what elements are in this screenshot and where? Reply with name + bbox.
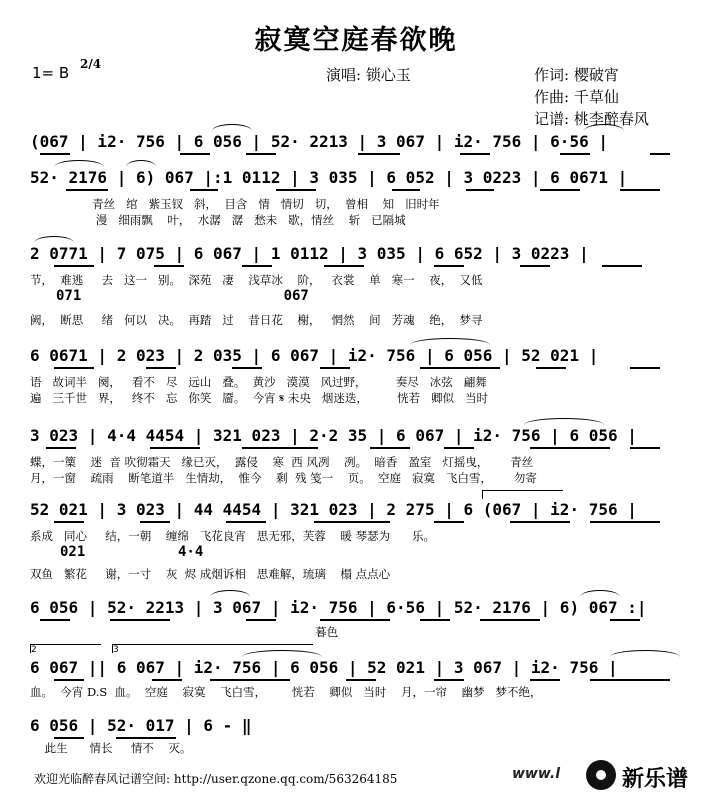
watermark: www.l [512,766,561,782]
site-logo [582,756,712,798]
lyric-line-1: 节， 难逃 去 这一 别。 深苑 凄 浅草冰 阶， 衣裳 单 寒一 夜， 又低 [30,273,483,287]
lyric-line-1: 蝶，一篥 迷 音 吹彻霜天 缘已灭， 露侵 寒 西 风冽 冽。 暗香 盈室 灯摇曳， 青丝 [30,455,534,469]
lyric-line-1: 青丝 绾 紫玉钗 斜， 目含 情 情切 切， 曾相 知 旧时年 [30,197,440,211]
song-title: 寂寞空庭春欲晚 [254,25,458,56]
score-row [30,166,682,230]
notation-line: 52 021 | 3 023 | 44 4454 | 321 023 | 2 275 | 6 (067 | i2· 756 | [30,500,637,519]
disc-icon [586,760,616,790]
alternate-notes: 021 4·4 [60,544,204,560]
lyric-line-2: 阙， 断思 绪 何以 决。 再踏 过 昔日花 榭， 惘然 间 芳魂 绝， 梦寻 [30,313,483,327]
composer-credit: 作曲: 千草仙 [534,88,619,106]
notation-line: 2 0771 | 7 075 | 6 067 | 1 0112 | 3 035 | 6 652 | 3 0223 | [30,244,589,263]
lyricist-credit: 作词: 樱破宵 [534,66,619,84]
site-name: 新乐谱 [622,767,689,792]
notation-line: (067 | i2· 756 | 6 056 | 52· 2213 | 3 067 | i2· 756 | 6·56 | [30,132,608,151]
notation-line: 3 023 | 4·4 4454 | 321 023 | 2·2 35 | 6 067 | i2· 756 | 6 056 | [30,426,637,445]
notation-line: 6 067 || 6 067 | i2· 756 | 6 056 | 52 021 | 3 067 | i2· 756 | [30,658,618,677]
score-row [30,714,682,758]
notation-line: 6 0671 | 2 023 | 2 035 | 6 067 | i2· 756 | 6 056 | 52 021 | [30,346,599,365]
singer-credit: 演唱: 锁心玉 [326,66,411,84]
score-row [30,596,682,646]
lyric-line-1: 暮色 [30,625,339,639]
time-signature: 2/4 [80,57,102,71]
lyric-line-2: 漫 细雨飘 叶， 水潺 潺 愁未 歇，情丝 斩 已隔城 [30,213,406,227]
score-row [30,130,682,160]
lyric-line-1: 语 故词半 阕， 看不 尽 远山 叠。 黄沙 漠漠 风过野， 奏尽 冰弦 翩舞 [30,375,487,389]
key-signature: 1= B [32,64,70,82]
lyric-line-1: 系成 同心 结，一朝 缠绵 飞花良宵 思无邪，芙蓉 暖 琴瑟为 乐。 [30,529,436,543]
lyric-line-2: 双鱼 繁花 谢，一寸 灰 烬 成烟诉相 思难解，琉璃 榻 点点心 [30,567,391,581]
score-row [30,498,682,588]
score-row [30,424,682,488]
score-row [30,344,682,408]
score-row: 2 3 6 067 || 6 067 | i2· 756 | 6 056 | 52 021 | 3 067 | i2· 756 | 血。 今宵 D.S 血。 空庭 寂寞 飞白雪， 恍若 卿似 当时 月，一帘 幽梦 梦不绝， [30,656,682,706]
lyric-line-2: 遍 三千世 界， 终不 忘 你笑 靥。 今宵 𝄋 未央 烟迷迭， 恍若 卿似 当时 [30,391,489,405]
score-row [30,242,682,332]
lyric-line-1: 此生 情长 情不 灭。 [30,741,192,755]
notation-line: 6 056 | 52· 2213 | 3 067 | i2· 756 | 6·56 | 52· 2176 | 6) 067 :| [30,598,647,617]
alternate-notes: 071 067 [56,288,309,304]
lyric-line-1: 血。 今宵 D.S 血。 空庭 寂寞 飞白雪， 恍若 卿似 当时 月，一帘 幽梦 梦不绝， [30,685,542,699]
lyric-line-2: 月，一窗 疏雨 断笔道半 生情劫， 惟今 剩 残 笺一 页。 空庭 寂寞 飞白雪， 勿寄 [30,471,537,485]
transcriber-credit: 记谱: 桃李醉春风 [534,110,649,128]
footer-url: 欢迎光临醉春风记谱空间: http://user.qzone.qq.com/563264185 [34,772,398,786]
notation-line: 52· 2176 | 6) 067 |:1 0112 | 3 035 | 6 052 | 3 0223 | 6 0671 | [30,168,628,187]
notation-line: 6 056 | 52· 017 | 6 - ‖ [30,716,252,735]
